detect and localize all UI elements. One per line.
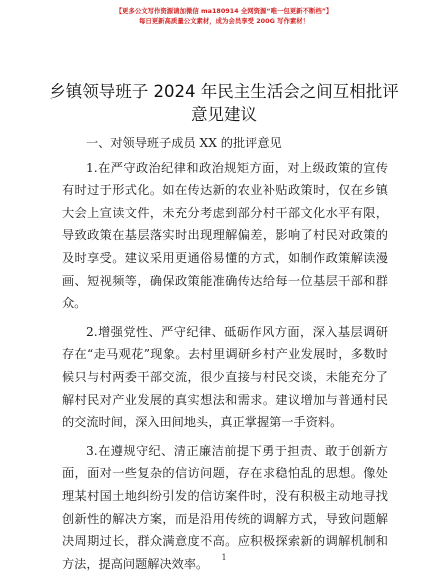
paragraph-3: 3.在遵规守纪、清正廉洁前提下勇于担责、敢于创新方面，面对一些复杂的信访问题，存在求稳怕乱的思想。像处理某村国土地纠纷引发的信访案件时，没有积极主动地寻找创新性的解决方案，而是沿用传统的调解方式，导致问题解决周期过长，群众满意度不高。应积极探索新的调解机制和方法，提高问题解决效率。 xyxy=(62,443,388,571)
document-title xyxy=(40,80,408,126)
document-title-line2: 意见建议 xyxy=(191,105,257,124)
document-body xyxy=(62,132,388,581)
document-title-line1: 乡镇领导班子 2024 年民主生活会之间互相批评 xyxy=(49,82,399,101)
page-number: 1 xyxy=(221,553,227,562)
promo-banner-line1: 【更多公文写作资源请加微信 ma180914 全网资源“唯一包更新不断档”】 xyxy=(115,7,333,15)
paragraph-1: 1.在严守政治纪律和政治规矩方面，对上级政策的宣传有时过于形式化。如在传达新的农业补贴政策时，仅在乡镇大会上宣读文件，未充分考虑到部分村干部文化水平有限，导致政策在基层落实时出现理解偏差，影响了村民对政策的及时享受。建议采用更通俗易懂的方式，如制作政策解读漫画、短视频等，确保政策能准确传达给每一位基层干部和群众。 xyxy=(62,160,388,311)
promo-banner-line2: 每日更新高质量公文素材，成为会员享受 200G 写作素材！ xyxy=(138,17,310,25)
paragraph-2: 2.增强党性、严守纪律、砥砺作风方面，深入基层调研存在“走马观花”现象。去村里调研乡村产业发展时，多数时候只与村两委干部交流，很少直接与村民交谈，未能充分了解村民对产业发展的真实想法和需求。建议增加与普通村民的交流时间，深入田间地头，真正掌握第一手资料。 xyxy=(62,324,388,430)
section-heading: 一、对领导班子成员 XX 的批评意见 xyxy=(86,136,282,150)
promo-banner xyxy=(0,6,448,26)
